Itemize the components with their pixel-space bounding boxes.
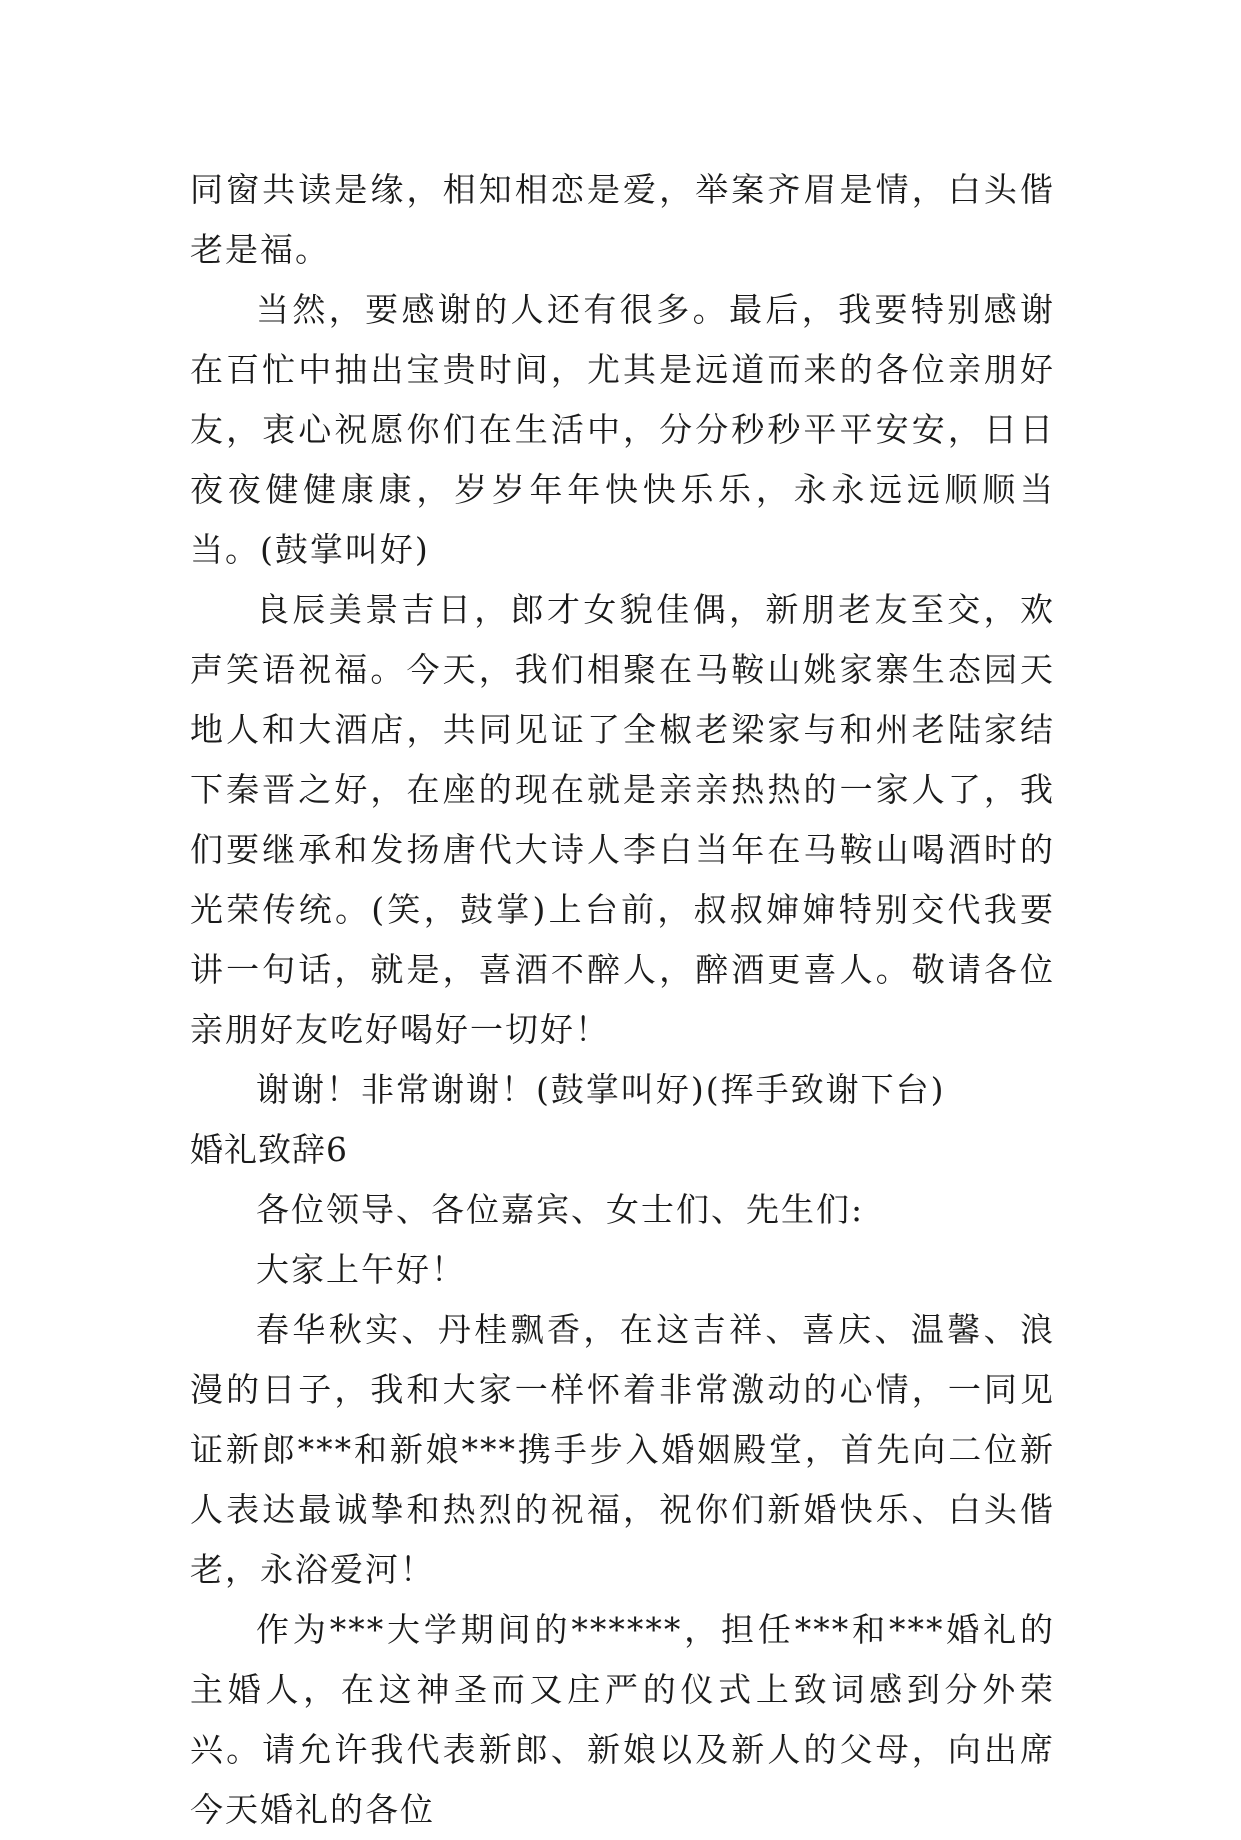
paragraph-blessing: 同窗共读是缘，相知相恋是爱，举案齐眉是情，白头偕老是福。: [190, 170, 1055, 269]
paragraph-greeting: 大家上午好！: [256, 1250, 466, 1289]
paragraph-salutation: 各位领导、各位嘉宾、女士们、先生们:: [256, 1190, 865, 1229]
paragraph-officiant: 作为***大学期间的******，担任***和***婚礼的主婚人，在这神圣而又庄严的仪式上致词感到分外荣兴。请允许我代表新郎、新娘以及新人的父母，向出席今天婚礼的各位: [190, 1610, 1055, 1829]
paragraph-toast: 良辰美景吉日，郎才女貌佳偶，新朋老友至交，欢声笑语祝福。今天，我们相聚在马鞍山姚家寨生态园天地人和大酒店，共同见证了全椒老梁家与和州老陆家结下秦晋之好，在座的现在就是亲亲热热的一家人了，我们要继承和发扬唐代大诗人李白当年在马鞍山喝酒时的光荣传统。(笑，鼓掌)上台前，叔叔婶婶特别交代我要讲一句话，就是，喜酒不醉人，醉酒更喜人。敬请各位亲朋好友吃好喝好一切好！: [190, 590, 1055, 1049]
document-body: [190, 160, 1055, 1840]
section-heading: 婚礼致辞6: [190, 1130, 348, 1169]
paragraph-closing: 谢谢！非常谢谢！(鼓掌叫好)(挥手致谢下台): [256, 1070, 946, 1109]
paragraph-congratulations: 春华秋实、丹桂飘香，在这吉祥、喜庆、温馨、浪漫的日子，我和大家一样怀着非常激动的心情，一同见证新郎***和新娘***携手步入婚姻殿堂，首先向二位新人表达最诚挚和热烈的祝福，祝你们新婚快乐、白头偕老，永浴爱河！: [190, 1310, 1055, 1589]
paragraph-thanks: 当然，要感谢的人还有很多。最后，我要特别感谢在百忙中抽出宝贵时间，尤其是远道而来的各位亲朋好友，衷心祝愿你们在生活中，分分秒秒平平安安，日日夜夜健健康康，岁岁年年快快乐乐，永永远远顺顺当当。(鼓掌叫好): [190, 290, 1055, 569]
